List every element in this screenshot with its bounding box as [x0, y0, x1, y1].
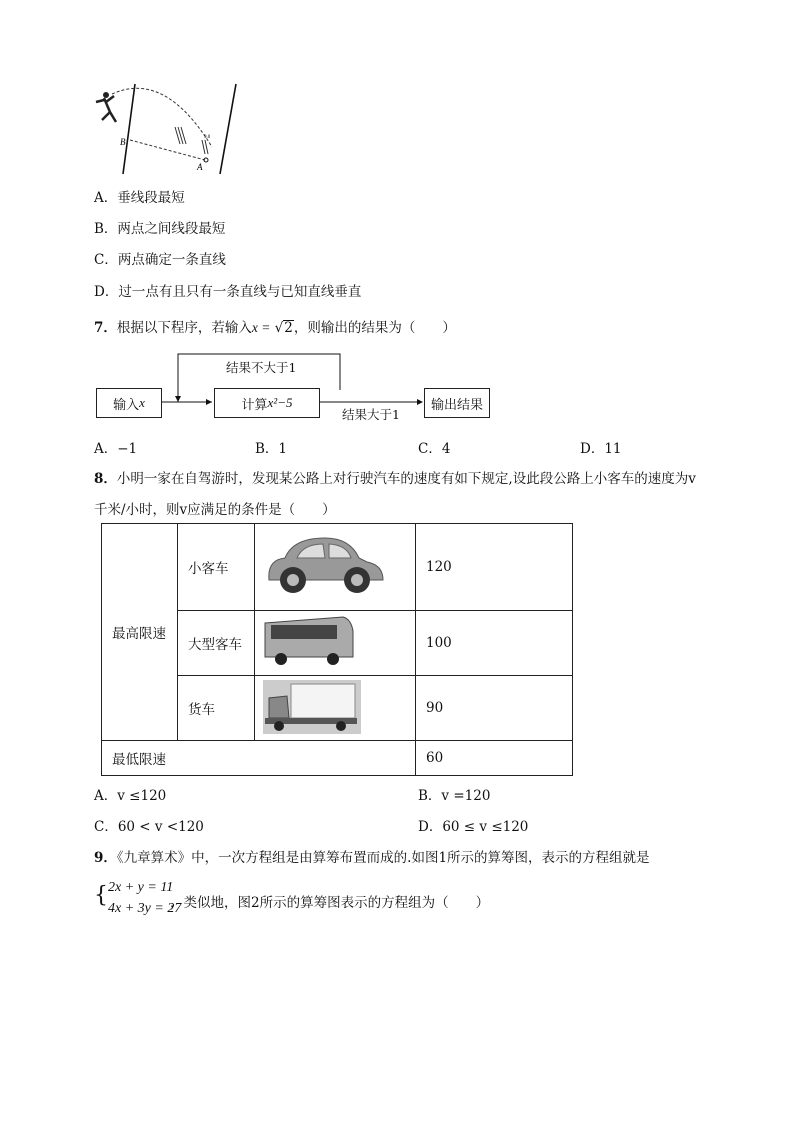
car-speed: 120: [416, 524, 573, 611]
flow-compute-box: [214, 388, 320, 418]
q7-option-d[interactable]: D．11: [580, 441, 622, 457]
flow-exit-label: 结果大于1: [342, 407, 400, 422]
label-small: 9.0: [204, 135, 211, 140]
vehicle-type: 小客车: [178, 524, 255, 611]
q7-option-c[interactable]: C．4: [418, 441, 451, 457]
q9-eq1: 2x + y = 11: [108, 880, 174, 895]
q8-option-a[interactable]: A．v ≤120: [94, 788, 167, 804]
q9-line1: 《九章算术》中，一次方程组是由算筹布置而成的.如图1所示的算筹图，表示的方程组就是: [116, 850, 650, 866]
flow-input-var: x: [139, 395, 145, 410]
q9-number: 9．: [94, 850, 117, 866]
flow-compute-label: 计算: [241, 397, 268, 413]
q7-formula-rad: 2: [284, 320, 293, 336]
min-speed-label: 最低限速: [102, 741, 416, 776]
q7-option-a[interactable]: A．−1: [94, 441, 138, 457]
q8-stem-line1: [94, 467, 696, 487]
q8-line2: 千米/小时，则v应满足的条件是（ ）: [94, 502, 336, 518]
q7-text-before: 根据以下程序，若输入: [116, 320, 252, 336]
max-speed-label: 最高限速: [102, 524, 178, 741]
vehicle-type: 货车: [178, 676, 255, 741]
truck-speed: 90: [416, 676, 573, 741]
q6-diagram: [90, 82, 250, 177]
q6-option-b[interactable]: B．两点之间线段最短: [94, 221, 226, 237]
bus-image: [255, 611, 416, 676]
truck-icon: [255, 676, 415, 736]
q8-option-d[interactable]: D．60 ≤ v ≤120: [418, 819, 529, 835]
flow-input-label: 输入: [113, 397, 140, 413]
flow-compute-expr: x²−5: [267, 395, 293, 410]
q9-eq2: 4x + 3y = 27: [108, 901, 182, 916]
bus-icon: [255, 611, 415, 671]
q6-option-c[interactable]: C．两点确定一条直线: [94, 252, 226, 268]
label-b: B: [120, 137, 126, 147]
car-image: [255, 524, 416, 611]
flow-output-label: 输出结果: [430, 397, 483, 413]
flow-output-box: [424, 388, 490, 418]
vehicle-type: 大型客车: [178, 611, 255, 676]
q9-line2: ，类似地，图2所示的算筹图表示的方程组为（ ）: [170, 895, 490, 911]
flow-loop-label: 结果不大于1: [226, 360, 297, 375]
bus-speed: 100: [416, 611, 573, 676]
min-speed-value: 60: [416, 741, 573, 776]
q8-option-b[interactable]: B．v =120: [418, 788, 491, 804]
truck-image: [255, 676, 416, 741]
q6-option-d[interactable]: D．过一点有且只有一条直线与已知直线垂直: [94, 284, 362, 300]
label-a: A: [197, 162, 203, 172]
q7-number: 7．: [94, 320, 117, 336]
q8-option-c[interactable]: C．60 < v <120: [94, 819, 204, 835]
q7-formula-lhs: x =: [251, 320, 271, 335]
q6-option-a[interactable]: A．垂线段最短: [94, 190, 185, 206]
car-icon: [255, 530, 415, 600]
q9-stem-line1: [94, 846, 650, 866]
brace-icon: {: [94, 883, 108, 908]
q7-stem: 7．根据以下程序，若输入x = √2，则输出的结果为（ ）: [94, 320, 456, 336]
flow-input-box: [96, 388, 162, 418]
q8-line1: 小明一家在自驾游时，发现某公路上对行驶汽车的速度有如下规定,设此段公路上小客车的速度为v: [116, 471, 696, 487]
q8-number: 8．: [94, 471, 117, 487]
q7-option-b[interactable]: B．1: [255, 441, 288, 457]
speed-limit-table: [101, 523, 573, 776]
q7-text-after: ，则输出的结果为（ ）: [293, 320, 456, 336]
